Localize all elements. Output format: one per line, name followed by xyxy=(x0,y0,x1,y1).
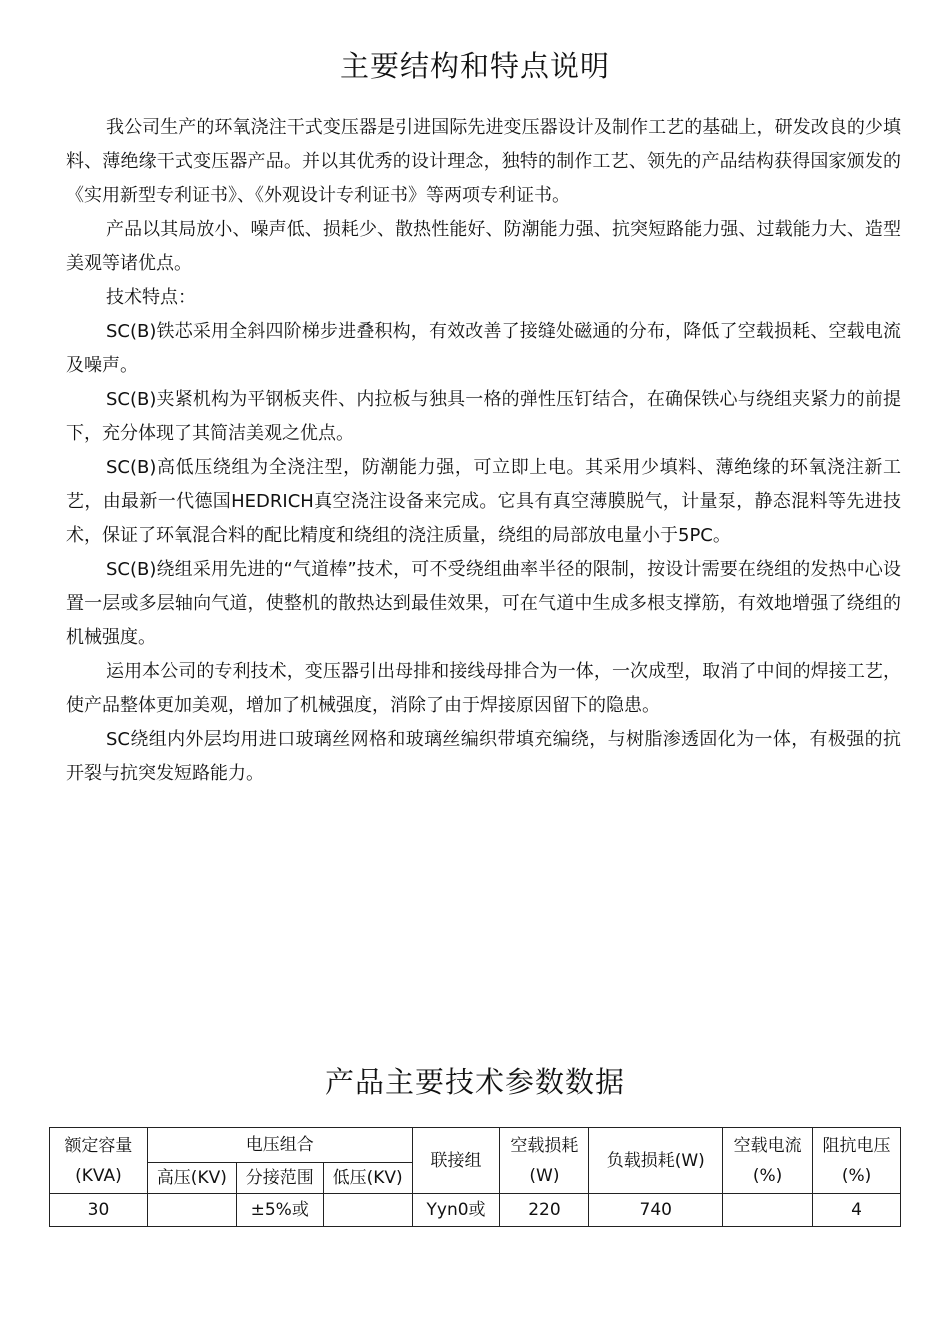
header-voltage-group: 电压组合 xyxy=(147,1128,412,1163)
header-low-voltage: 低压(KV) xyxy=(323,1163,412,1194)
header-connection: 联接组 xyxy=(412,1128,500,1194)
table-row xyxy=(50,1194,901,1227)
paragraph-windings: SC(B)高低压绕组为全浇注型，防潮能力强，可立即上电。其采用少填料、薄绝缘的环氧浇注新工艺，由最新一代德国HEDRICH真空浇注设备来完成。它具有真空薄膜脱气，计量泵，静态混料等先进技术，保证了环氧混合料的配比精度和绕组的浇注质量，绕组的局部放电量小于5PC。 xyxy=(66,457,901,546)
paragraph-glass-fiber: SC绕组内外层均用进口玻璃丝网格和玻璃丝编织带填充编绕，与树脂渗透固化为一体，有极强的抗开裂与抗突发短路能力。 xyxy=(66,729,901,784)
header-load-loss: 负载损耗(W) xyxy=(589,1128,723,1194)
params-table xyxy=(49,1127,901,1227)
document-title: 主要结构和特点说明 xyxy=(339,49,610,83)
cell-impedance: 4 xyxy=(813,1194,901,1227)
header-high-voltage: 高压(KV) xyxy=(147,1163,236,1194)
header-tap-range: 分接范围 xyxy=(236,1163,323,1194)
header-no-load-loss: 空载损耗(W) xyxy=(500,1128,589,1194)
document-body xyxy=(66,111,901,791)
cell-high-voltage xyxy=(147,1194,236,1227)
cell-connection: Yyn0或 xyxy=(412,1194,500,1227)
header-no-load-current: 空载电流(%) xyxy=(723,1128,813,1194)
cell-load-loss: 740 xyxy=(589,1194,723,1227)
cell-tap-range: ±5%或 xyxy=(236,1194,323,1227)
cell-low-voltage xyxy=(323,1194,412,1227)
paragraph-air-duct: SC(B)绕组采用先进的“气道棒”技术，可不受绕组曲率半径的限制，按设计需要在绕组的发热中心设置一层或多层轴向气道，使整机的散热达到最佳效果，可在气道中生成多根支撑筋，有效地增强了绕组的机械强度。 xyxy=(66,559,901,648)
paragraph-intro: 我公司生产的环氧浇注干式变压器是引进国际先进变压器设计及制作工艺的基础上，研发改良的少填料、薄绝缘干式变压器产品。并以其优秀的设计理念，独特的制作工艺、领先的产品结构获得国家颁发的《实用新型专利证书》、《外观设计专利证书》等两项专利证书。 xyxy=(66,117,901,206)
paragraph-busbar: 运用本公司的专利技术，变压器引出母排和接线母排合为一体，一次成型，取消了中间的焊接工艺，使产品整体更加美观，增加了机械强度，消除了由于焊接原因留下的隐患。 xyxy=(66,661,901,716)
cell-no-load-loss: 220 xyxy=(500,1194,589,1227)
params-title: 产品主要技术参数数据 xyxy=(324,1065,625,1099)
header-rated-capacity: 额定容量(KVA) xyxy=(50,1128,148,1194)
header-impedance: 阻抗电压(%) xyxy=(813,1128,901,1194)
cell-rated-capacity: 30 xyxy=(50,1194,148,1227)
paragraph-features-heading: 技术特点： xyxy=(106,287,196,308)
paragraph-advantages: 产品以其局放小、噪声低、损耗少、散热性能好、防潮能力强、抗突短路能力强、过载能力大、造型美观等诸优点。 xyxy=(66,219,901,274)
cell-no-load-current xyxy=(723,1194,813,1227)
paragraph-core: SC(B)铁芯采用全斜四阶梯步进叠积构，有效改善了接缝处磁通的分布，降低了空载损耗、空载电流及噪声。 xyxy=(66,321,901,376)
paragraph-clamping: SC(B)夹紧机构为平钢板夹件、内拉板与独具一格的弹性压钉结合，在确保铁心与绕组夹紧力的前提下，充分体现了其简洁美观之优点。 xyxy=(66,389,901,444)
